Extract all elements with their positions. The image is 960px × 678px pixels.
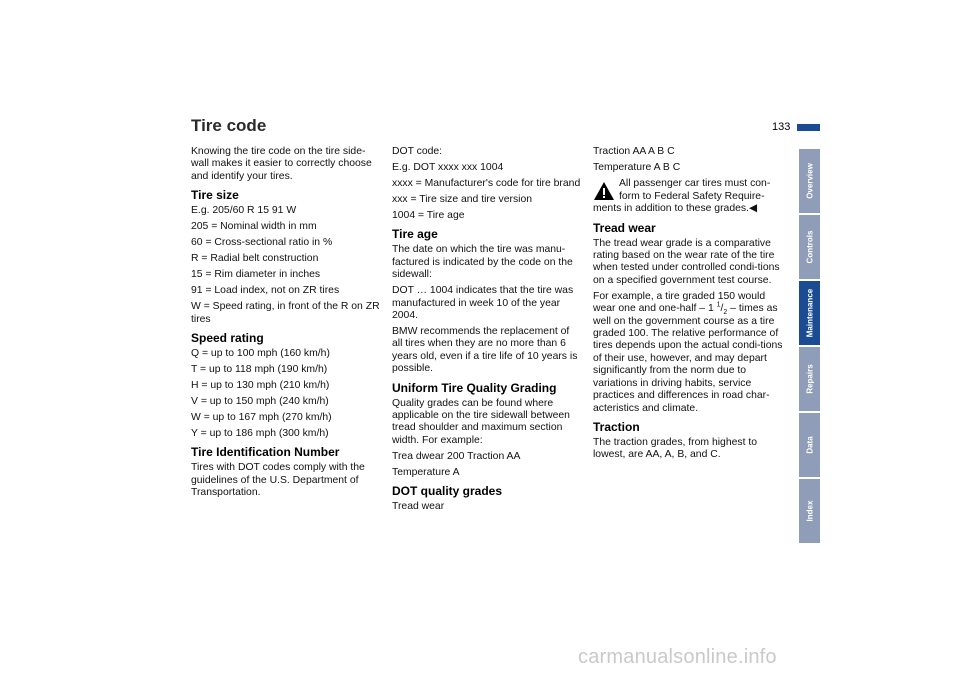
watermark: carmanualsonline.info (578, 646, 777, 668)
fraction-denominator: 2 (723, 309, 728, 317)
section-heading-speed-rating: Speed rating (191, 331, 264, 346)
section-heading-dot-quality: DOT quality grades (392, 484, 503, 499)
fraction-numerator: 1 (716, 301, 721, 309)
tread-wear-text-before: For example, a tire graded 150 would wear one and one-half – 1 (593, 290, 766, 315)
speed-rating-line: H = up to 130 mph (210 km/h) (191, 380, 330, 392)
tire-size-line: W = Speed rating, in front of the R on ZR tires (191, 301, 380, 325)
tire-size-line: E.g. 205/60 R 15 91 W (191, 205, 297, 217)
dot-quality-paragraph: Tread wear (392, 501, 445, 513)
tire-size-line: 60 = Cross-sectional ratio in % (191, 237, 333, 249)
column-3 (593, 146, 783, 465)
section-heading-utqg: Uniform Tire Quality Grading (392, 380, 557, 395)
warning-note (593, 178, 783, 215)
tread-wear-text-after: – times as well on the government course as a tire graded 100. The relative performance of tires depends upon the actual condi-tions of their use, however, and may depart significantly from the norm due to variations in driving habits, service practices and differences in road char-acteristics and climate. (593, 303, 783, 414)
speed-rating-line: W = up to 167 mph (270 km/h) (191, 412, 332, 424)
column-1 (191, 146, 381, 503)
tab-data[interactable]: Data (799, 413, 820, 477)
page-title: Tire code (191, 116, 267, 135)
tire-size-line: 15 = Rim diameter in inches (191, 269, 321, 281)
tire-age-paragraph: DOT … 1004 indicates that the tire was manufactured in week 10 of the year 2004. (392, 285, 574, 322)
warning-icon (593, 181, 615, 201)
tab-repairs[interactable]: Repairs (799, 347, 820, 411)
end-mark: ◀ (748, 203, 757, 215)
warning-text: All passenger car tires must con-form to Federal Safety Require-ments in addition to these grades. (593, 178, 771, 215)
traction-paragraph: The traction grades, from highest to lowest, are AA, A, B, and C. (593, 436, 758, 461)
speed-rating-line: Y = up to 186 mph (300 km/h) (191, 428, 329, 440)
page-number-bar (797, 124, 820, 131)
intro-paragraph: Knowing the tire code on the tire side-wall makes it easier to correctly choose and identify your tires. (191, 146, 372, 182)
tire-size-line: 91 = Load index, not on ZR tires (191, 285, 340, 297)
speed-rating-line: Q = up to 100 mph (160 km/h) (191, 348, 330, 360)
tab-index[interactable]: Index (799, 479, 820, 543)
tire-size-line: 205 = Nominal width in mm (191, 221, 317, 233)
dot-code-line: xxx = Tire size and tire version (392, 194, 533, 205)
tab-controls[interactable]: Controls (799, 215, 820, 279)
speed-rating-line: T = up to 118 mph (190 km/h) (191, 364, 328, 376)
tab-maintenance[interactable]: Maintenance (799, 281, 820, 345)
tin-paragraph: Tires with DOT codes comply with the guidelines of the U.S. Department of Transportation. (191, 462, 365, 499)
tire-size-line: R = Radial belt construction (191, 253, 319, 265)
grade-line: Traction AA A B C (593, 146, 675, 157)
utqg-paragraph: Quality grades can be found where applicable on the tire sidewall between tread shoulder and maximum section width. For example: (392, 397, 570, 446)
tread-wear-example: For example, a tire graded 150 would wear one and one-half – 1 $^1/_2$ – times as well on the government course as a tire graded 100. The relative performance of tires depends upon the actual condi-tions of their use, however, and may depart significantly from the norm due to variations in driving habits, service practices and differences in road char-acteristics and climate. (593, 290, 783, 414)
tire-age-paragraph: The date on which the tire was manu-factured is indicated by the code on the sidewall: (392, 244, 573, 281)
dot-code-line: 1004 = Tire age (392, 210, 465, 221)
section-tabs (799, 149, 820, 545)
dot-code-line: DOT code: (392, 146, 443, 157)
section-heading-tin: Tire Identification Number (191, 445, 340, 460)
tab-overview[interactable]: Overview (799, 149, 820, 213)
page-number: 133 (772, 121, 791, 133)
tread-wear-paragraph: The tread wear grade is a comparative rating based on the wear rate of the tire when tested under controlled condi-tions on a specified government test course. (593, 237, 780, 286)
dot-code-line: xxxx = Manufacturer's code for tire brand (392, 178, 581, 189)
section-heading-traction: Traction (593, 419, 640, 434)
tire-age-paragraph: BMW recommends the replacement of all tires when they are no more than 6 years old, even if a tire life of 10 years is possible. (392, 326, 578, 375)
column-2 (392, 146, 582, 517)
section-heading-tread-wear: Tread wear (593, 220, 656, 235)
utqg-paragraph: Temperature A (392, 466, 460, 478)
section-heading-tire-size: Tire size (191, 188, 239, 203)
grade-line: Temperature A B C (593, 162, 681, 173)
section-heading-tire-age: Tire age (392, 227, 438, 242)
utqg-paragraph: Trea dwear 200 Traction AA (392, 450, 521, 462)
dot-code-line: E.g. DOT xxxx xxx 1004 (392, 162, 504, 173)
speed-rating-line: V = up to 150 mph (240 km/h) (191, 396, 329, 408)
